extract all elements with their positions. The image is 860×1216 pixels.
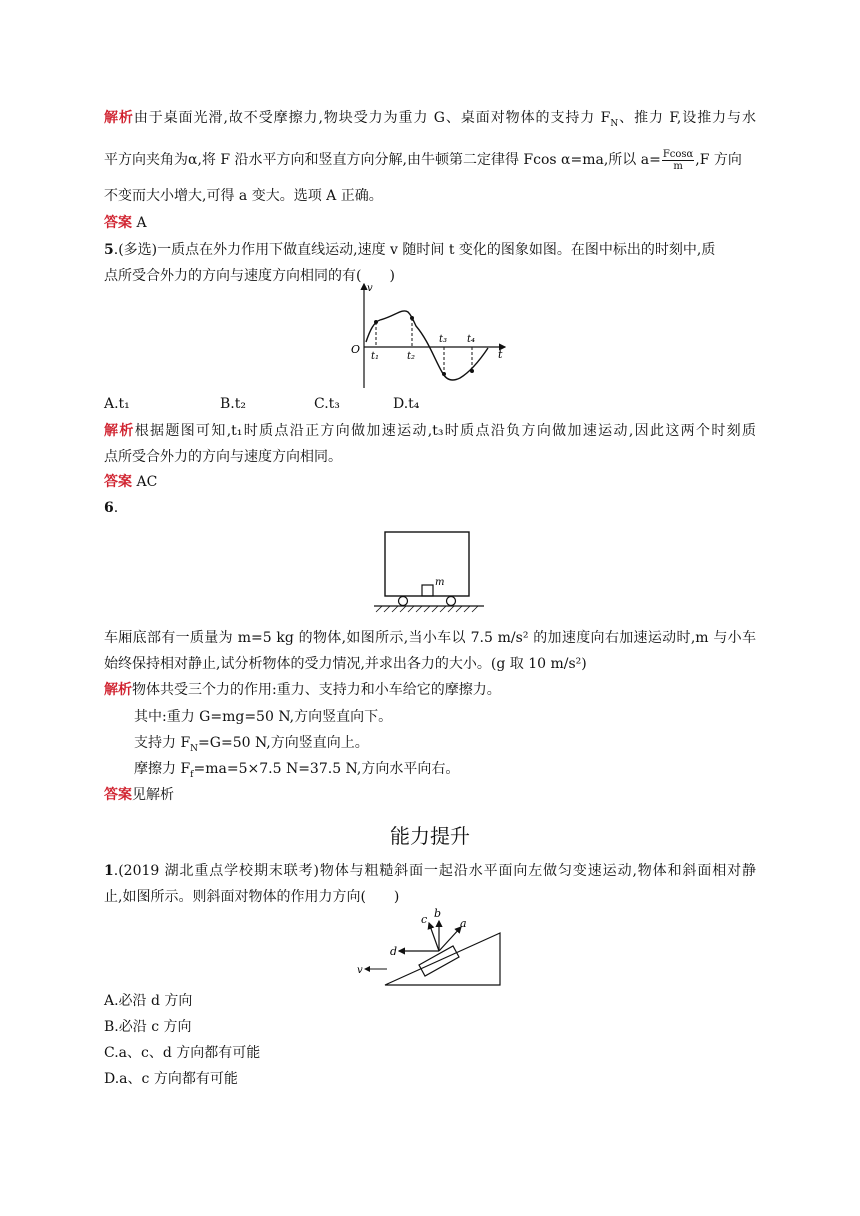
vector-label-c: c — [421, 913, 428, 926]
option-a[interactable]: A.t₁ — [104, 396, 130, 412]
q4-analysis-line1: 解析由于桌面光滑,故不受摩擦力,物块受力为重力 G、桌面对物体的支持力 $F_N$、推力 F,设推力与水 — [104, 110, 756, 129]
q6-stem-line2: 始终保持相对静止,试分析物体的受力情况,并求出各力的大小。(g 取 10 m/s²) — [104, 656, 587, 672]
p1-option-a[interactable]: A.必沿 d 方向 — [104, 993, 193, 1009]
cart-diagram — [372, 530, 488, 614]
velocity-label: v — [357, 965, 363, 976]
q6-analysis-line1: 解析物体共受三个力的作用:重力、支持力和小车给它的摩擦力。 — [104, 682, 501, 698]
tick-t4: t₄ — [467, 334, 476, 345]
p1-option-b[interactable]: B.必沿 c 方向 — [104, 1019, 192, 1035]
tick-t3: t₃ — [439, 334, 448, 345]
q6-analysis-line2: 其中:重力 G=mg=50 N,方向竖直向下。 — [134, 709, 393, 725]
vector-label-a: a — [460, 917, 467, 930]
axis-label-v: v — [367, 283, 373, 294]
mass-label: m — [435, 577, 445, 588]
q5-analysis-line2: 点所受合外力的方向与速度方向相同。 — [104, 449, 342, 465]
q5-stem-line2: 点所受合外力的方向与速度方向相同的有( ) — [104, 268, 395, 284]
p1-stem-line2: 止,如图所示。则斜面对物体的作用力方向( ) — [104, 889, 400, 905]
option-d[interactable]: D.t₄ — [393, 396, 420, 412]
section-title: 能力提升 — [390, 824, 470, 848]
option-b[interactable]: B.t₂ — [220, 396, 246, 412]
p1-option-d[interactable]: D.a、c 方向都有可能 — [104, 1071, 238, 1087]
tick-t2: t₂ — [407, 351, 416, 362]
p1-option-c[interactable]: C.a、c、d 方向都有可能 — [104, 1045, 261, 1061]
q5-stem-line1: 5.(多选)一质点在外力作用下做直线运动,速度 v 随时间 t 变化的图象如图。在图中标出的时刻中,质 — [104, 242, 716, 258]
q6-answer: 答案见解析 — [104, 787, 174, 803]
incline-diagram — [355, 905, 505, 987]
option-c[interactable]: C.t₃ — [314, 396, 340, 412]
q6-number: 6. — [104, 500, 119, 516]
q6-analysis-line4: 摩擦力 $F_f=ma=5\times 7.5$ N=37.5 N,方向水平向右。 — [134, 761, 460, 780]
origin-label: O — [351, 343, 361, 356]
q4-analysis-line3: 不变而大小增大,可得 a 变大。选项 A 正确。 — [104, 188, 383, 204]
vector-label-b: b — [434, 907, 442, 920]
vt-graph — [340, 280, 520, 395]
analysis-label: 解析 — [104, 110, 134, 126]
fraction: $\frac{Fcos\alpha}{m}$ — [662, 148, 694, 172]
q6-analysis-line3: 支持力 $F_N=G=50$ N,方向竖直向上。 — [134, 735, 369, 754]
p1-stem-line1: 1.(2019 湖北重点学校期末联考)物体与粗糙斜面一起沿水平面向左做匀变速运动,物体和斜面相对静 — [104, 863, 756, 879]
axis-label-t: t — [498, 348, 503, 361]
q4-answer: 答案 A — [104, 215, 147, 231]
tick-t1: t₁ — [371, 351, 380, 362]
q4-analysis-line2: 平方向夹角为α,将 F 沿水平方向和竖直方向分解,由牛顿第二定律得 Fcos α=ma,所以 a= $\frac{Fcos\alpha}{m}$ ,F 方向 — [104, 148, 742, 172]
q5-analysis-line1: 解析根据题图可知,t₁时质点沿正方向做加速运动,t₃时质点沿负方向做加速运动,因此这两个时刻质 — [104, 423, 757, 439]
q5-answer: 答案 AC — [104, 474, 158, 490]
vector-label-d: d — [390, 945, 398, 958]
q6-stem-line1: 车厢底部有一质量为 m=5 kg 的物体,如图所示,当小车以 7.5 m/s² 的加速度向右加速运动时,m 与小车 — [104, 630, 756, 646]
